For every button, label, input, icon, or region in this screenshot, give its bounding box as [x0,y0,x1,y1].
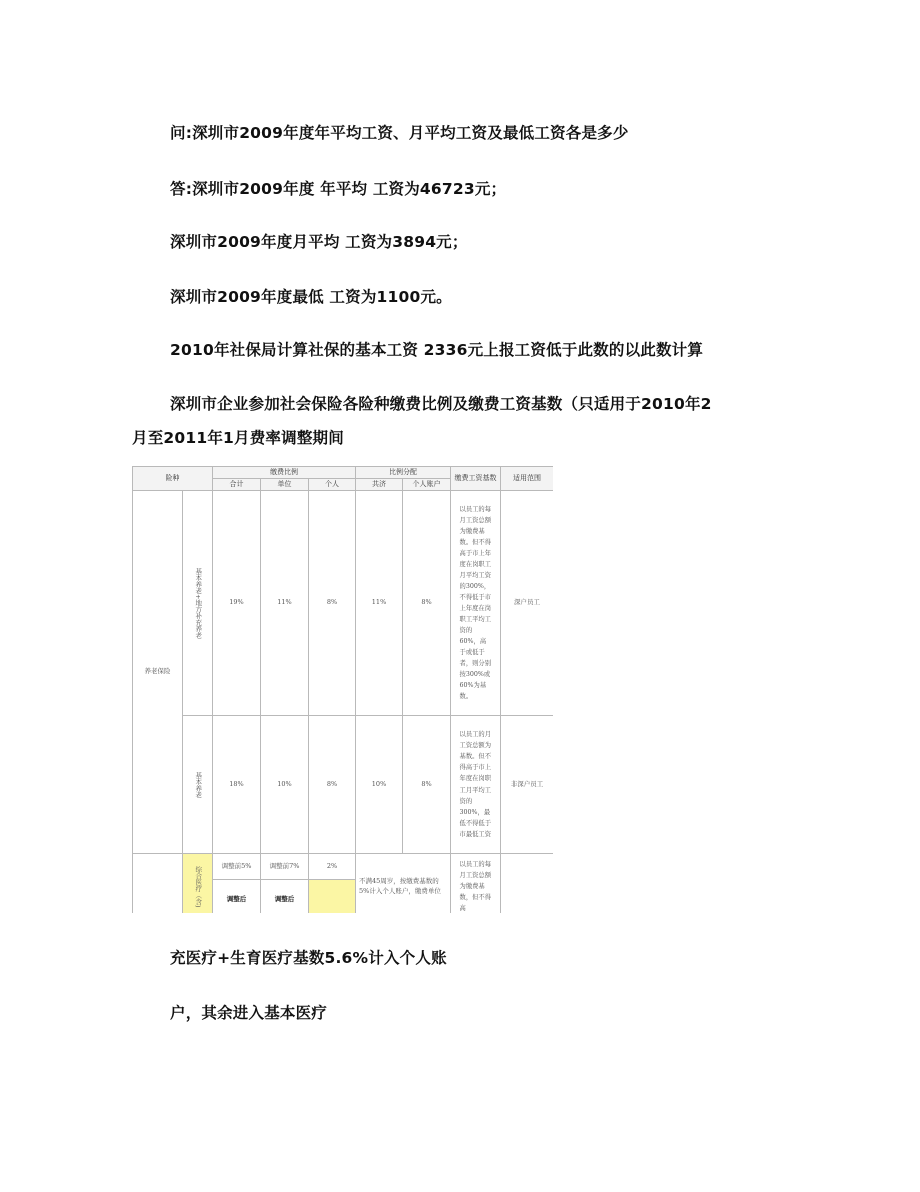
medical-personal-after [309,880,356,914]
medical-total-after: 调整后 [213,880,261,914]
header-pool: 共济 [356,479,403,491]
pension-row1-unit: 11% [261,491,309,716]
medical-alloc-note: 不满45周岁，按缴费基数的5%计入个人账户，缴费单位 [356,854,451,914]
answer-annual-wage: 答:深圳市2009年度 年平均 工资为46723元； [170,180,507,198]
header-base: 缴费工资基数 [451,467,501,491]
header-total: 合计 [213,479,261,491]
pension-row1-base: 以员工的每月工资总额为缴费基数。但不得高于市上年度在岗职工月平均工资的300%，不得低于市上年度在岗职工平均工资的60%，高于或低于者，则分别按300%或60%为基数。 [451,491,501,716]
medical-category [133,854,183,914]
pension-row1-total: 19% [213,491,261,716]
pension-row2-account: 8% [403,716,451,854]
insurance-table-image [132,466,553,913]
pension-row2-unit: 10% [261,716,309,854]
pension-category: 养老保险 [133,491,183,854]
after-table-line-1: 充医疗+生育医疗基数5.6%计入个人账 [170,949,447,967]
pension-row2-personal: 8% [309,716,356,854]
header-scope: 适用范围 [501,467,553,491]
header-rate: 缴费比例 [213,467,356,479]
header-personal-account: 个人账户 [403,479,451,491]
intro-line-2: 月至2011年1月费率调整期间 [132,429,344,447]
header-unit: 单位 [261,479,309,491]
question-text: 问:深圳市2009年度年平均工资、月平均工资及最低工资各是多少 [170,124,629,142]
medical-personal: 2% [309,854,356,880]
pension-row2-pool: 10% [356,716,403,854]
pension-row1-name: 基本养老+地方补充养老 [183,491,213,716]
medical-unit-before: 调整前7% [261,854,309,880]
insurance-table [132,466,553,913]
medical-name: 综合医疗（含) [183,854,213,914]
medical-unit-after: 调整后 [261,880,309,914]
pension-row1-scope: 深户员工 [501,491,553,716]
table-row [133,716,554,854]
table-row [133,491,554,716]
pension-row2-total: 18% [213,716,261,854]
pension-row2-scope: 非深户员工 [501,716,553,854]
pension-row1-pool: 11% [356,491,403,716]
header-personal: 个人 [309,479,356,491]
intro-line-1: 深圳市企业参加社会保险各险种缴费比例及缴费工资基数（只适用于2010年2 [170,395,712,413]
pension-row1-account: 8% [403,491,451,716]
after-table-line-2: 户，其余进入基本医疗 [170,1004,328,1022]
basic-wage-note: 2010年社保局计算社保的基本工资 2336元上报工资低于此数的以此数计算 [170,341,704,359]
pension-row2-name: 基本养老 [183,716,213,854]
medical-base: 以员工的每月工资总额为缴费基数，但不得高 [451,854,501,914]
pension-row2-base: 以员工的月工资总额为基数。但不得高于市上年度在岗职工月平均工资的300%，最低不得低于市最低工资 [451,716,501,854]
answer-minimum-wage: 深圳市2009年度最低 工资为1100元。 [170,288,452,306]
pension-row1-personal: 8% [309,491,356,716]
header-alloc: 比例分配 [356,467,451,479]
medical-scope [501,854,553,914]
table-row [133,854,554,880]
answer-monthly-wage: 深圳市2009年度月平均 工资为3894元； [170,233,468,251]
header-type: 险种 [133,467,213,491]
medical-total-before: 调整前5% [213,854,261,880]
